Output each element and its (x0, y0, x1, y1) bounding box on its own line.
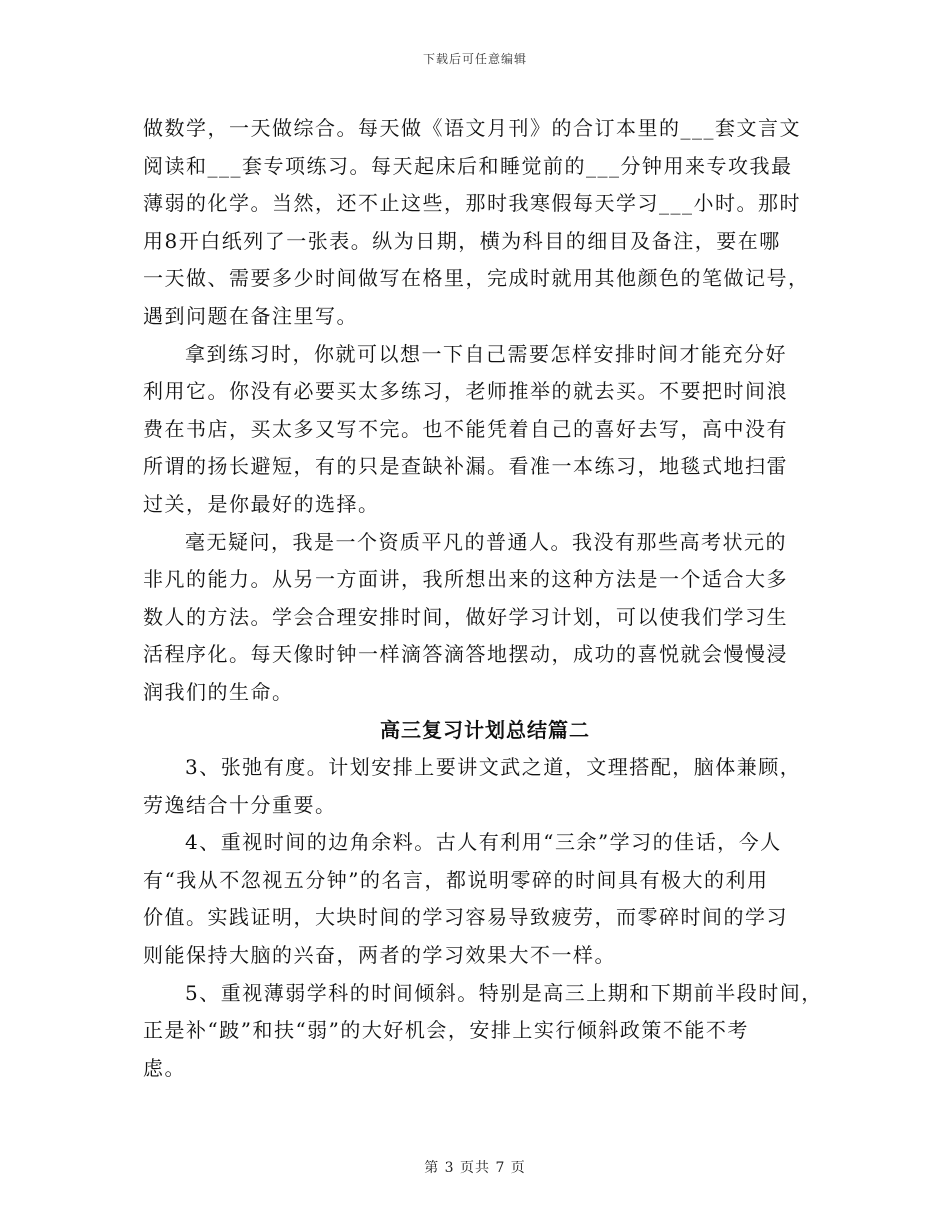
text-line: 遇到问题在备注里写。 (143, 303, 358, 328)
section-heading: 高三复习计划总结篇二 (380, 717, 590, 742)
text-line: 拿到练习时，你就可以想一下自己需要怎样安排时间才能充分好 (185, 341, 787, 366)
text-line: 毫无疑问，我是一个资质平凡的普通人。我没有那些高考状元的 (185, 529, 787, 554)
text-line: 润我们的生命。 (143, 679, 294, 704)
page-number: 第 3 页共 7 页 (424, 1160, 526, 1176)
text-line: 则能保持大脑的兴奋，两者的学习效果大不一样。 (143, 943, 616, 968)
text-line: 利用它。你没有必要买太多练习，老师推举的就去买。不要把时间浪 (143, 379, 788, 404)
text-line: 过关，是你最好的选择。 (143, 491, 380, 516)
text-line: 正是补“跛”和扶“弱”的大好机会，安排上实行倾斜政策不能不考 (143, 1018, 749, 1043)
text-line: 数人的方法。学会合理安排时间，做好学习计划，可以使我们学习生 (143, 604, 788, 629)
text-line: 做数学，一天做综合。每天做《语文月刊》的合订本里的___套文言文 (143, 116, 801, 140)
text-line: 3、张弛有度。计划安排上要讲文武之道，文理搭配，脑体兼顾， (185, 755, 802, 780)
text-line: 用8开白纸列了一张表。纵为日期，横为科目的细目及备注，要在哪 (143, 228, 781, 253)
page-header: 下载后可任意编辑 (422, 52, 527, 66)
text-line: 4、重视时间的边角余料。古人有利用“三余”学习的佳话，今人 (185, 830, 782, 855)
text-line: 一天做、需要多少时间做写在格里，完成时就用其他颜色的笔做记号， (143, 266, 810, 291)
text-line: 有“我从不忽视五分钟”的名言，都说明零碎的时间具有极大的利用 (143, 867, 769, 892)
text-line: 5、重视薄弱学科的时间倾斜。特别是高三上期和下期前半段时间， (185, 980, 823, 1005)
text-line: 所谓的扬长避短，有的只是查缺补漏。看准一本练习，地毯式地扫雷 (143, 454, 788, 479)
text-line: 非凡的能力。从另一方面讲，我所想出来的这种方法是一个适合大多 (143, 567, 788, 592)
text-line: 劳逸结合十分重要。 (143, 792, 337, 817)
text-line: 活程序化。每天像时钟一样滴答滴答地摆动，成功的喜悦就会慢慢浸 (143, 642, 788, 667)
text-line: 价值。实践证明，大块时间的学习容易导致疲劳，而零碎时间的学习 (143, 905, 788, 930)
text-line: 阅读和___套专项练习。每天起床后和睡觉前的___分钟用来专攻我最 (143, 153, 793, 178)
text-line: 虑。 (143, 1055, 186, 1080)
document-body (143, 110, 823, 1087)
text-line: 费在书店，买太多又写不完。也不能凭着自己的喜好去写，高中没有 (143, 416, 788, 441)
text-line: 薄弱的化学。当然，还不止这些，那时我寒假每天学习___小时。那时 (143, 191, 801, 216)
